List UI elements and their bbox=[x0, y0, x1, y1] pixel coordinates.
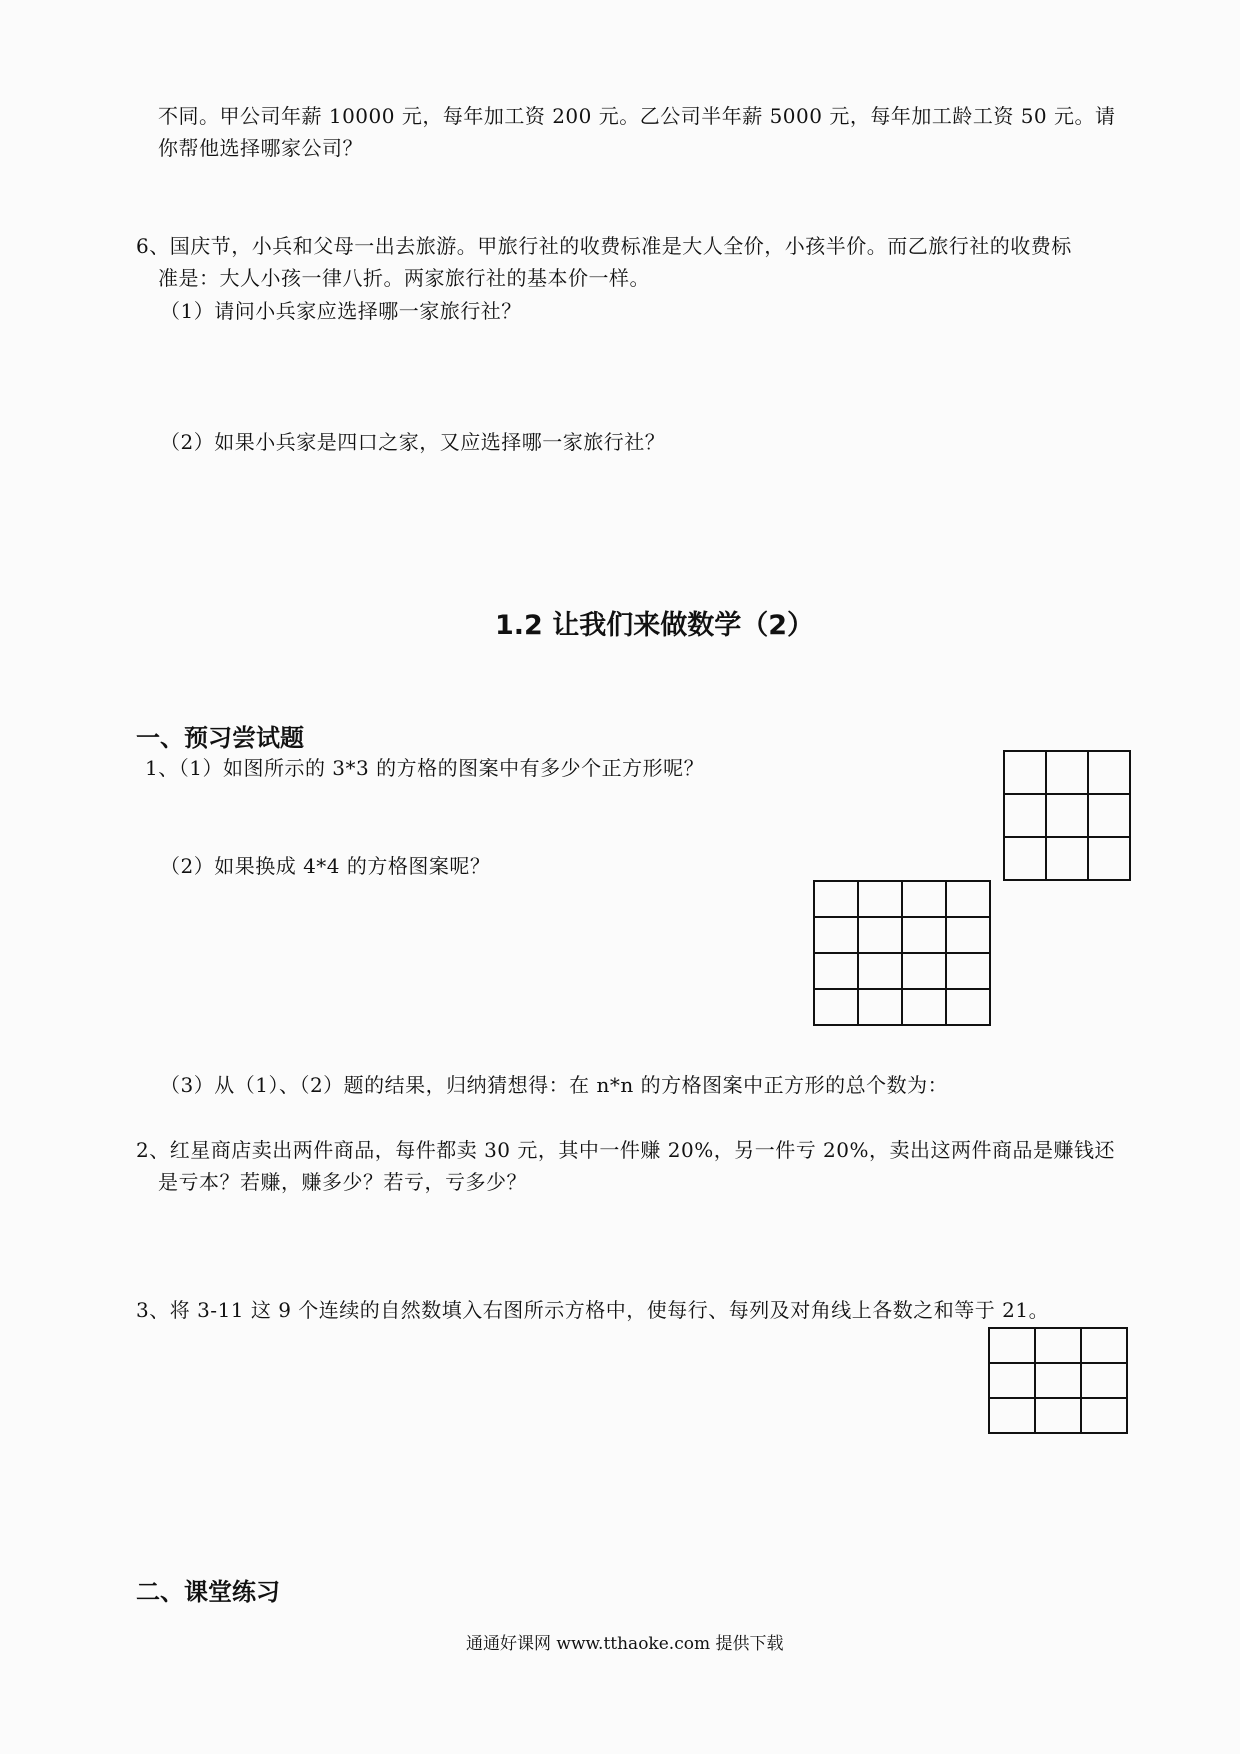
chapter-title: 1.2 让我们来做数学（2） bbox=[495, 610, 815, 641]
section2-heading: 二、课堂练习 bbox=[136, 1578, 280, 1606]
q2-line2: 是亏本？若赚，赚多少？若亏，亏多少？ bbox=[158, 1170, 527, 1194]
q1-part1: 1、（1）如图所示的 3*3 的方格的图案中有多少个正方形呢？ bbox=[145, 756, 705, 780]
grid-4x4 bbox=[813, 880, 991, 1026]
q2-line1: 2、红星商店卖出两件商品，每件都卖 30 元，其中一件赚 20%，另一件亏 20%，卖出这两件商品是赚钱还 bbox=[136, 1138, 1116, 1162]
q5-line2: 你帮他选择哪家公司？ bbox=[158, 136, 363, 160]
q5-line1: 不同。甲公司年薪 10000 元，每年加工资 200 元。乙公司半年薪 5000 元，每年加工龄工资 50 元。请 bbox=[158, 104, 1116, 128]
footer-text: 通通好课网 www.tthaoke.com 提供下载 bbox=[466, 1634, 784, 1654]
q1-part3: （3）从（1）、（2）题的结果，归纳猜想得：在 n*n 的方格图案中正方形的总个数为： bbox=[160, 1073, 949, 1097]
q6-line1: 6、国庆节，小兵和父母一出去旅游。甲旅行社的收费标准是大人全价，小孩半价。而乙旅行社的收费标 bbox=[136, 234, 1072, 258]
q6-line2: 准是：大人小孩一律八折。两家旅行社的基本价一样。 bbox=[158, 266, 650, 290]
grid-3x3 bbox=[1003, 750, 1131, 881]
q3-line1: 3、将 3-11 这 9 个连续的自然数填入右图所示方格中，使每行、每列及对角线上各数之和等于 21。 bbox=[136, 1298, 1050, 1322]
q1-part2: （2）如果换成 4*4 的方格图案呢？ bbox=[160, 854, 491, 878]
q6-sub2: （2）如果小兵家是四口之家，又应选择哪一家旅行社？ bbox=[160, 430, 666, 454]
magic-square-grid bbox=[988, 1327, 1128, 1434]
q6-sub1: （1）请问小兵家应选择哪一家旅行社？ bbox=[160, 299, 522, 323]
section1-heading: 一、预习尝试题 bbox=[136, 724, 304, 752]
